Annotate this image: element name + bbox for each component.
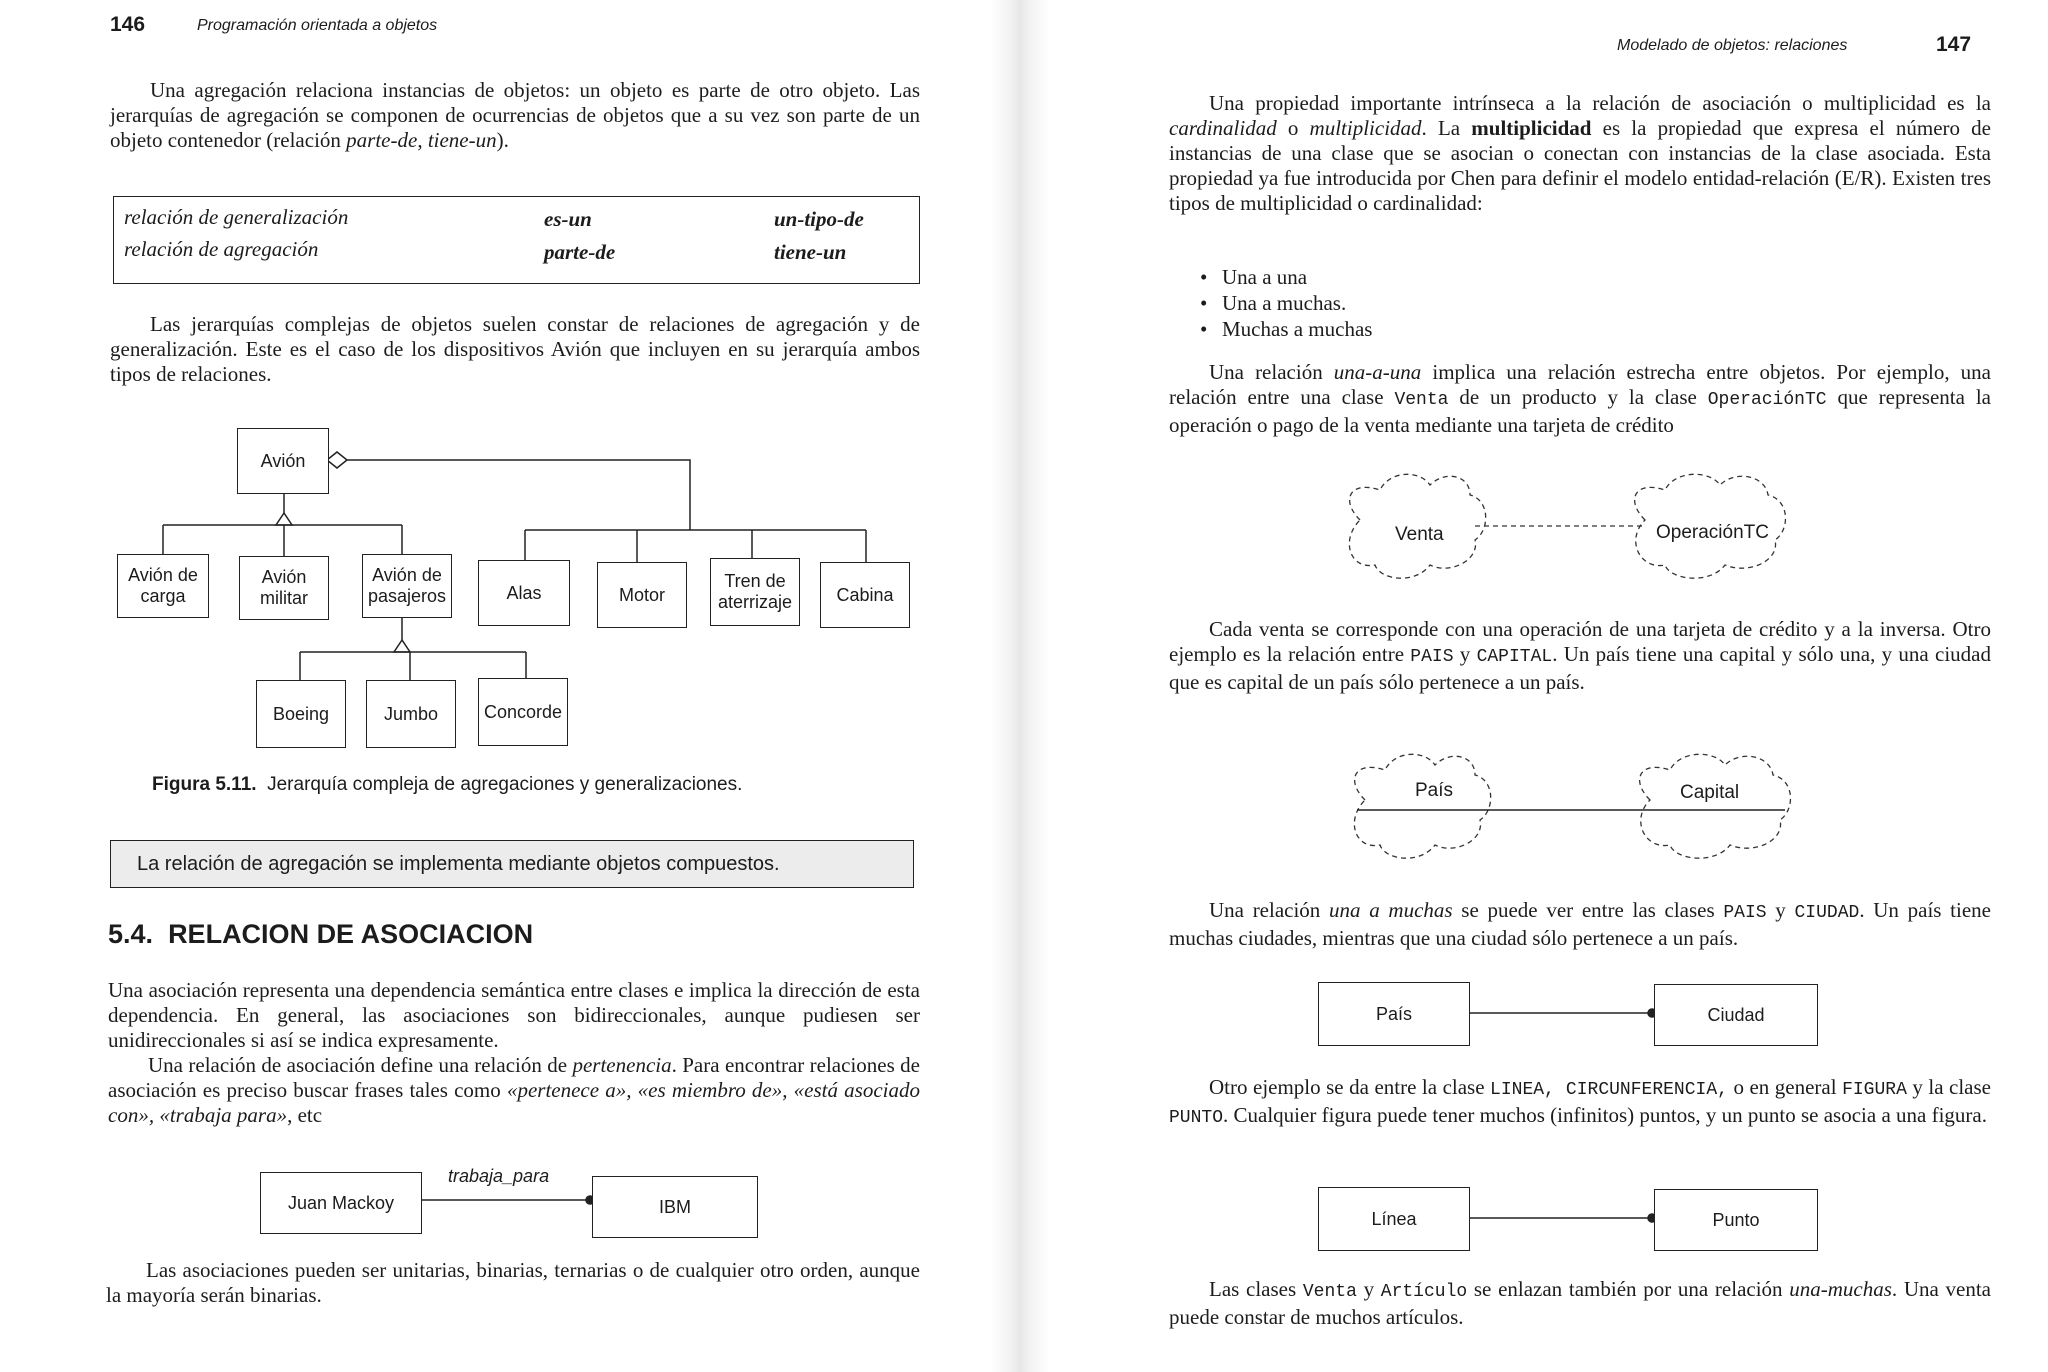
table-cell: relación de agregación bbox=[124, 237, 319, 261]
section-heading: 5.4. RELACION DE ASOCIACION bbox=[108, 919, 534, 949]
class-box-concorde: Concorde bbox=[478, 678, 568, 746]
highlight-box: La relación de agregación se implementa mediante objetos compuestos. bbox=[110, 840, 914, 888]
paragraph-one-to-one: Una relación una-a-una implica una relación estrecha entre objetos. Por ejemplo, una relación entre una clase Venta de un producto y la clase OperaciónTC que representa la operación o pago de la venta mediante una tarjeta de crédito bbox=[1169, 360, 1991, 437]
class-box-punto: Punto bbox=[1654, 1189, 1818, 1251]
paragraph-venta-articulo: Las clases Venta y Artículo se enlazan también por una relación una-muchas. Una venta puede constar de muchos artículos. bbox=[1169, 1277, 1992, 1329]
list-item: • Una a una bbox=[1200, 264, 1372, 290]
running-title-left: Programación orientada a objetos bbox=[197, 17, 438, 34]
cloud-label-operaciontc: OperaciónTC bbox=[1656, 522, 1769, 543]
table-cell: un-tipo-de bbox=[774, 207, 864, 231]
paragraph-multiplicity: Una propiedad importante intrínseca a la relación de asociación o multiplicidad es la cardinalidad o multiplicidad. La multiplicidad es la propiedad que expresa el número de instancias de una clase que se asocian o conectan con instancias de la clase asociada. Esta propiedad ya fue introducida por Chen para definir el modelo entidad-relación (E/R). Existen tres tipos de multiplicidad o cardinalidad: bbox=[1169, 91, 1991, 215]
left-page bbox=[0, 0, 1000, 1372]
class-box-linea: Línea bbox=[1318, 1187, 1470, 1251]
class-box-avion: Avión bbox=[237, 428, 329, 494]
cloud-pais bbox=[1354, 754, 1490, 858]
list-item: • Muchas a muchas bbox=[1200, 316, 1372, 342]
paragraph-pais-capital: Cada venta se corresponde con una operación de una tarjeta de crédito y a la inversa. Otro ejemplo es la relación entre PAIS y CAPITAL. Un país tiene una capital y sólo una, y una ciudad que es capital de un país sólo pertenece a un país. bbox=[1169, 617, 1992, 694]
paragraph-figura-punto: Otro ejemplo se da entre la clase LINEA, CIRCUNFERENCIA, o en general FIGURA y la clase PUNTO. Cualquier figura puede tener muchos (infinitos) puntos, y un punto se asocia a una figura. bbox=[1169, 1075, 1991, 1128]
class-box-ciudad: Ciudad bbox=[1654, 984, 1818, 1046]
class-box-motor: Motor bbox=[597, 562, 687, 628]
class-box-pais: País bbox=[1318, 982, 1470, 1046]
class-box-alas: Alas bbox=[478, 560, 570, 626]
aggregation-diamond bbox=[327, 452, 347, 468]
paragraph-association: Una asociación representa una dependencia semántica entre clases e implica la dirección de esta dependencia. En general, las asociaciones son bidireccionales, aunque pudiesen ser unidireccionales si así se indica expresamente. Una relación de asociación define una relación de pertenencia. Para encontrar relaciones de asociación es preciso buscar frases tales como «pertenece a», «es miembro de», «está asociado con», «trabaja para», etc bbox=[108, 978, 920, 1127]
class-box-tren-aterrizaje: Tren de aterrizaje bbox=[710, 558, 800, 626]
page-number-left: 146 bbox=[110, 13, 146, 36]
running-title-right: Modelado de objetos: relaciones bbox=[1617, 37, 1848, 54]
class-box-avion-pasajeros: Avión de pasajeros bbox=[362, 554, 452, 618]
intro-paragraph: Una agregación relaciona instancias de objetos: un objeto es parte de otro objeto. Las jerarquías de agregación se componen de ocurrencias de objetos que a su vez son parte de un objeto contenedor (relación parte-de, tiene-un). bbox=[110, 78, 920, 152]
class-box-cabina: Cabina bbox=[820, 562, 910, 628]
table-cell: relación de generalización bbox=[124, 205, 349, 229]
class-box-juan-mackoy: Juan Mackoy bbox=[260, 1172, 422, 1234]
class-box-boeing: Boeing bbox=[256, 680, 346, 748]
right-page bbox=[1020, 0, 2048, 1372]
cloud-capital bbox=[1640, 754, 1791, 858]
table-cell: parte-de bbox=[544, 240, 616, 264]
cloud-label-pais: País bbox=[1415, 780, 1454, 801]
class-box-jumbo: Jumbo bbox=[366, 680, 456, 748]
page-number-right: 147 bbox=[1936, 33, 1972, 56]
aggregation-line bbox=[347, 460, 690, 530]
class-box-avion-militar: Avión militar bbox=[239, 556, 329, 620]
paragraph-one-to-many: Una relación una a muchas se puede ver entre las clases PAIS y CIUDAD. Un país tiene muchas ciudades, mientras que una ciudad sólo pertenece a un país. bbox=[1169, 898, 1991, 950]
generalization-triangle bbox=[394, 640, 410, 652]
table-cell: tiene-un bbox=[774, 240, 847, 264]
list-item: • Una a muchas. bbox=[1200, 290, 1372, 316]
generalization-triangle bbox=[276, 513, 292, 525]
relation-table bbox=[113, 196, 920, 284]
figure-caption: Figura 5.11. Jerarquía compleja de agregaciones y generalizaciones. bbox=[152, 774, 743, 795]
multiplicity-list bbox=[1200, 264, 1372, 342]
class-box-avion-carga: Avión de carga bbox=[117, 554, 209, 618]
association-label: trabaja_para bbox=[448, 1166, 550, 1186]
paragraph-hierarchies: Las jerarquías complejas de objetos suelen constar de relaciones de agregación y de generalización. Este es el caso de los dispositivos Avión que incluyen en su jerarquía ambos tipos de relaciones. bbox=[110, 312, 920, 386]
cloud-label-venta: Venta bbox=[1395, 524, 1444, 545]
class-box-ibm: IBM bbox=[592, 1176, 758, 1238]
table-cell: es-un bbox=[544, 207, 592, 231]
cloud-label-capital: Capital bbox=[1680, 782, 1740, 803]
paragraph-association-order: Las asociaciones pueden ser unitarias, binarias, ternarias o de cualquier otro orden, aunque la mayoría serán binarias. bbox=[106, 1258, 920, 1307]
